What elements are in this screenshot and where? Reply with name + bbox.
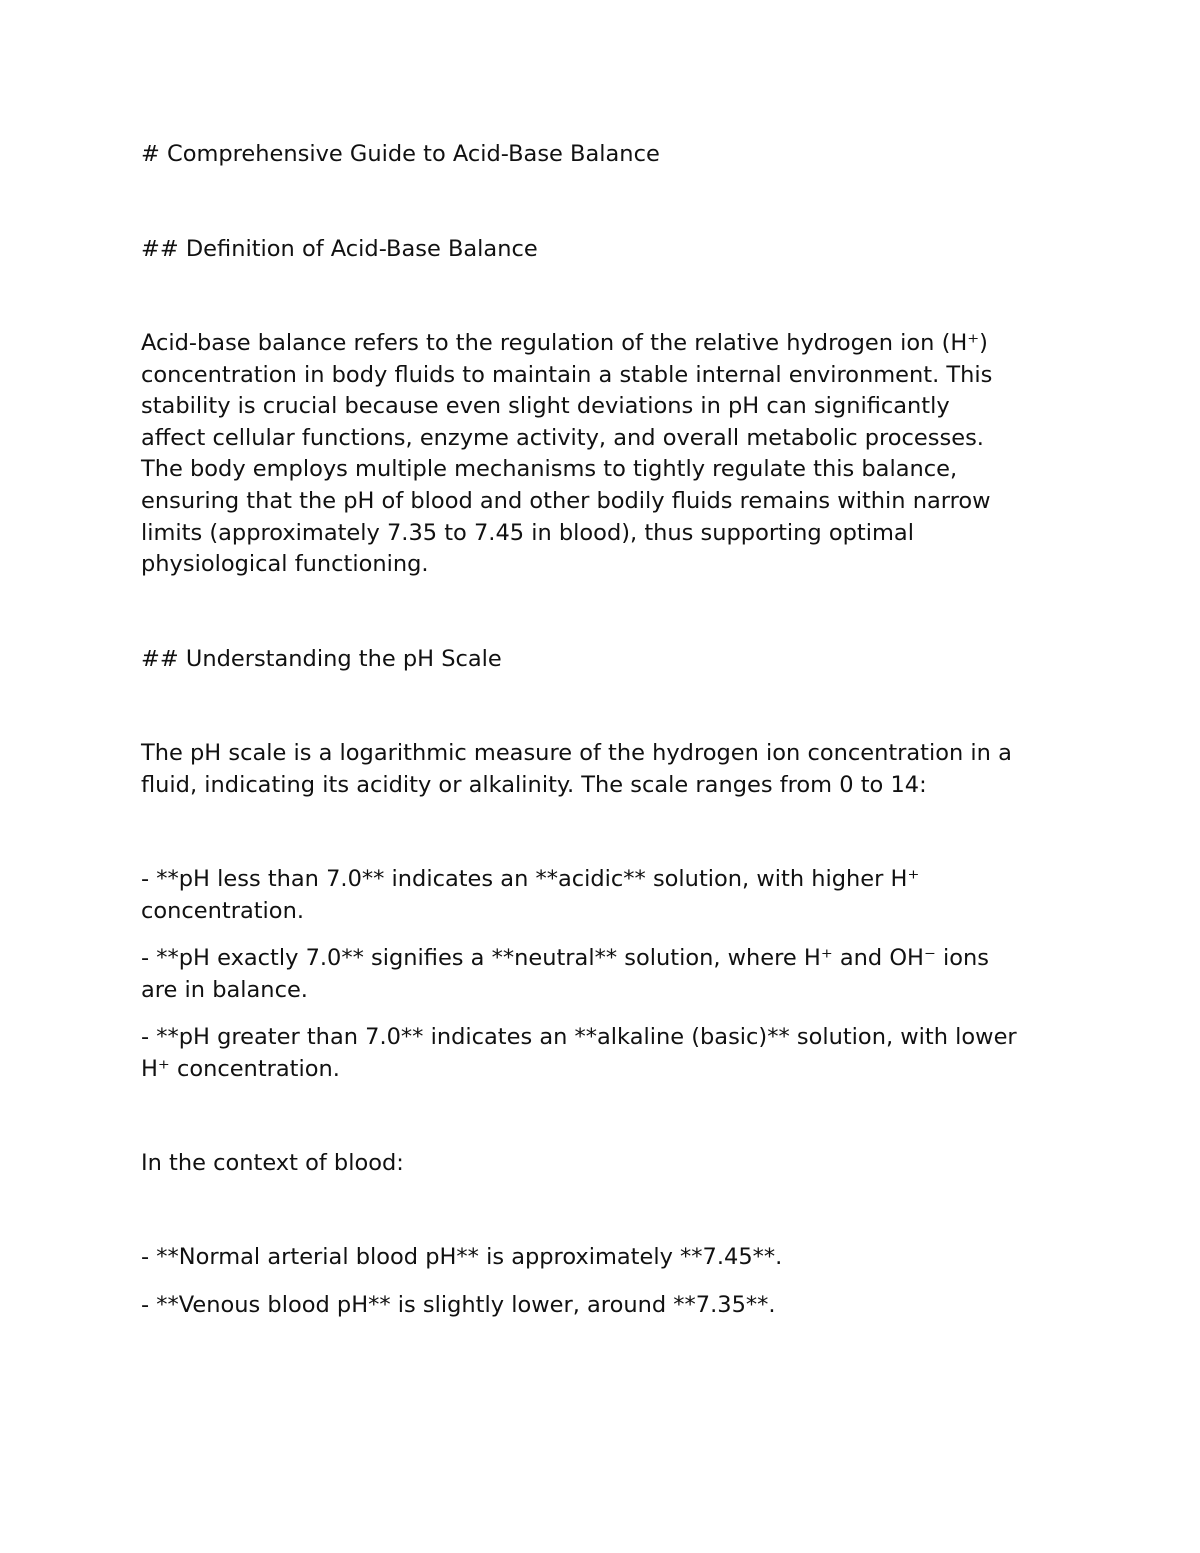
bullet-neutral — [141, 943, 989, 1006]
document-page — [141, 0, 1066, 1553]
paragraph-line: stability is crucial because even slight deviations in pH can significantly — [141, 393, 950, 420]
bullet-acidic — [141, 864, 919, 927]
definition-paragraph — [141, 328, 992, 581]
paragraph-line: The pH scale is a logarithmic measure of the hydrogen ion concentration in a — [141, 740, 1012, 766]
bullet-line: H⁺ concentration. — [141, 1055, 340, 1082]
paragraph-line: limits (approximately 7.35 to 7.45 in blood), thus supporting optimal — [141, 519, 914, 546]
bullet-line: - **pH greater than 7.0** indicates an **alkaline (basic)** solution, with lower — [141, 1024, 1017, 1050]
paragraph-line: ensuring that the pH of blood and other bodily fluids remains within narrow — [141, 487, 991, 514]
paragraph-line: The body employs multiple mechanisms to tightly regulate this balance, — [141, 456, 958, 483]
document-title: # Comprehensive Guide to Acid-Base Balance — [141, 141, 660, 167]
paragraph-line: Acid-base balance refers to the regulation of the relative hydrogen ion (H⁺) — [141, 330, 988, 356]
paragraph-line: affect cellular functions, enzyme activity, and overall metabolic processes. — [141, 424, 984, 451]
ph-scale-intro — [141, 738, 1012, 801]
bullet-line: are in balance. — [141, 976, 308, 1003]
paragraph-line: physiological functioning. — [141, 551, 429, 578]
bullet-alkaline — [141, 1022, 1017, 1085]
paragraph-line: concentration in body fluids to maintain a stable internal environment. This — [141, 361, 993, 388]
bullet-line: - **pH exactly 7.0** signifies a **neutral** solution, where H⁺ and OH⁻ ions — [141, 945, 989, 971]
bullet-line: concentration. — [141, 897, 304, 924]
bullet-venous-ph: - **Venous blood pH** is slightly lower, around **7.35**. — [141, 1292, 776, 1318]
section-heading-definition: ## Definition of Acid-Base Balance — [141, 236, 538, 262]
bullet-arterial-ph: - **Normal arterial blood pH** is approximately **7.45**. — [141, 1244, 783, 1270]
bullet-line: - **pH less than 7.0** indicates an **acidic** solution, with higher H⁺ — [141, 866, 920, 892]
paragraph-line: fluid, indicating its acidity or alkalinity. The scale ranges from 0 to 14: — [141, 771, 927, 798]
section-heading-ph-scale: ## Understanding the pH Scale — [141, 646, 502, 672]
blood-context-intro: In the context of blood: — [141, 1150, 404, 1176]
